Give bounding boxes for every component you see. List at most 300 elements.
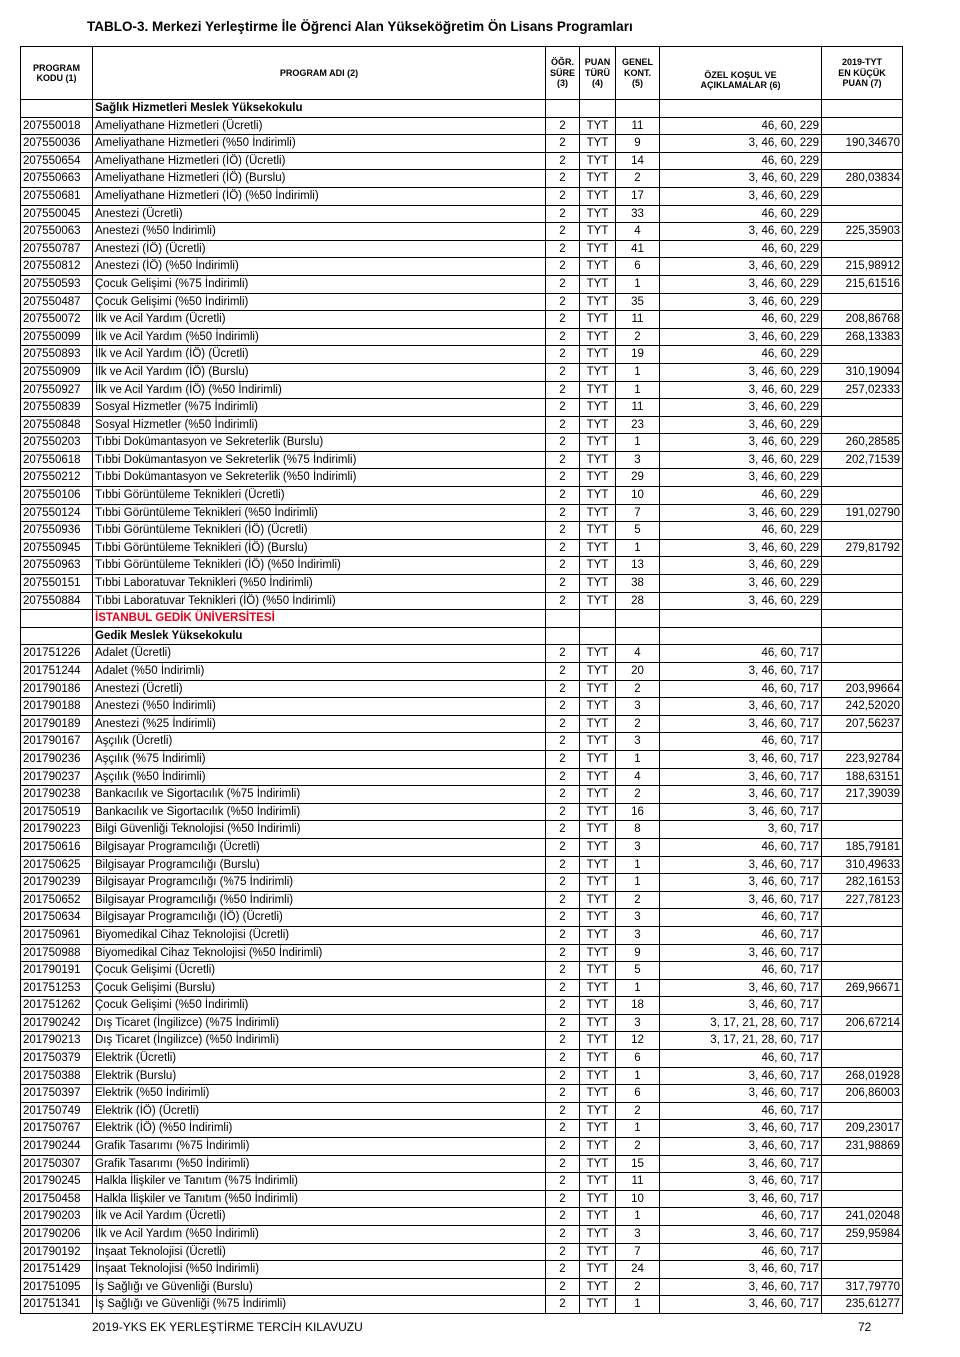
min-score-cell <box>822 522 903 540</box>
program-name-cell: Elektrik (%50 İndirimli) <box>93 1085 546 1103</box>
conditions-cell: 46, 60, 717 <box>660 838 822 856</box>
table-row <box>21 311 903 329</box>
min-score-cell: 260,28585 <box>822 434 903 452</box>
score-type-cell: TYT <box>580 663 616 681</box>
score-type-cell: TYT <box>580 399 616 417</box>
header-line: SÜRE <box>549 67 575 78</box>
program-code-cell: 201751341 <box>21 1296 93 1314</box>
table-row <box>21 1155 903 1173</box>
header-line: PUAN (7) <box>842 78 882 89</box>
min-score-cell: 188,63151 <box>822 768 903 786</box>
score-type-cell: TYT <box>580 979 616 997</box>
quota-cell: 1 <box>616 979 660 997</box>
quota-cell: 14 <box>616 152 660 170</box>
conditions-cell: 3, 46, 60, 229 <box>660 381 822 399</box>
duration-cell: 2 <box>546 187 580 205</box>
score-type-cell: TYT <box>580 874 616 892</box>
program-name-cell: Biyomedikal Cihaz Teknolojisi (Ücretli) <box>93 926 546 944</box>
score-type-cell: TYT <box>580 293 616 311</box>
score-type-cell: TYT <box>580 522 616 540</box>
conditions-cell: 46, 60, 717 <box>660 733 822 751</box>
min-score-cell: 242,52020 <box>822 698 903 716</box>
header-line: KODU (1) <box>36 73 77 83</box>
program-name-cell: Tıbbi Laboratuvar Teknikleri (İÖ) (%50 İndirimli) <box>93 592 546 610</box>
score-type-cell: TYT <box>580 346 616 364</box>
program-code-cell: 207550812 <box>21 258 93 276</box>
duration-cell: 2 <box>546 680 580 698</box>
duration-cell: 2 <box>546 117 580 135</box>
duration-cell: 2 <box>546 1278 580 1296</box>
score-type-cell: TYT <box>580 944 616 962</box>
program-code-cell: 207550063 <box>21 223 93 241</box>
min-score-cell <box>822 205 903 223</box>
quota-cell: 6 <box>616 1050 660 1068</box>
program-name-cell: İş Sağlığı ve Güvenliği (%75 İndirimli) <box>93 1296 546 1314</box>
program-name-cell: Tıbbi Dokümantasyon ve Sekreterlik (%75 İndirimli) <box>93 451 546 469</box>
score-type-cell: TYT <box>580 1173 616 1191</box>
program-code-cell: 207550893 <box>21 346 93 364</box>
programs-table <box>20 46 903 1314</box>
quota-cell: 7 <box>616 504 660 522</box>
program-code-cell: 201750988 <box>21 944 93 962</box>
conditions-cell: 3, 46, 60, 717 <box>660 663 822 681</box>
program-code-cell: 201790188 <box>21 698 93 716</box>
min-score-cell <box>822 803 903 821</box>
score-type-cell: TYT <box>580 1014 616 1032</box>
score-type-cell: TYT <box>580 1050 616 1068</box>
table-row <box>21 363 903 381</box>
min-score-cell <box>822 1102 903 1120</box>
quota-cell: 3 <box>616 1014 660 1032</box>
header-duration <box>546 47 580 100</box>
min-score-cell <box>822 1173 903 1191</box>
quota-cell: 35 <box>616 293 660 311</box>
min-score-cell <box>822 557 903 575</box>
quota-cell: 41 <box>616 240 660 258</box>
duration-cell: 2 <box>546 891 580 909</box>
program-name-cell: Tıbbi Görüntüleme Teknikleri (İÖ) (%50 İndirimli) <box>93 557 546 575</box>
program-code-cell: 207550945 <box>21 539 93 557</box>
duration-cell: 2 <box>546 575 580 593</box>
score-type-cell: TYT <box>580 504 616 522</box>
quota-cell: 2 <box>616 786 660 804</box>
page-title: TABLO-3. Merkezi Yerleştirme İle Öğrenci Alan Yükseköğretim Ön Lisans Programları <box>87 19 633 34</box>
duration-cell: 2 <box>546 469 580 487</box>
university-row <box>21 610 903 628</box>
quota-cell: 1 <box>616 381 660 399</box>
min-score-cell <box>822 1190 903 1208</box>
quota-cell: 13 <box>616 557 660 575</box>
table-row <box>21 1190 903 1208</box>
header-line: (4) <box>592 78 603 89</box>
table-row <box>21 1085 903 1103</box>
table-row <box>21 909 903 927</box>
table-row <box>21 275 903 293</box>
min-score-cell: 235,61277 <box>822 1296 903 1314</box>
score-type-cell: TYT <box>580 1155 616 1173</box>
table-row <box>21 557 903 575</box>
duration-cell: 2 <box>546 381 580 399</box>
quota-cell: 2 <box>616 891 660 909</box>
program-code-cell: 201750307 <box>21 1155 93 1173</box>
conditions-cell: 3, 46, 60, 717 <box>660 1085 822 1103</box>
quota-cell: 29 <box>616 469 660 487</box>
quota-cell: 23 <box>616 416 660 434</box>
program-code-cell: 201790244 <box>21 1138 93 1156</box>
score-type-cell: TYT <box>580 152 616 170</box>
duration-cell: 2 <box>546 557 580 575</box>
program-code-cell: 201750616 <box>21 838 93 856</box>
university-name-cell: İSTANBUL GEDİK ÜNİVERSİTESİ <box>93 610 546 628</box>
section-row <box>21 100 903 118</box>
score-type-cell: TYT <box>580 1261 616 1279</box>
min-score-cell <box>822 645 903 663</box>
program-name-cell: İlk ve Acil Yardım (İÖ) (%50 İndirimli) <box>93 381 546 399</box>
min-score-cell: 280,03834 <box>822 170 903 188</box>
header-line: EN KÜÇÜK <box>838 67 886 78</box>
duration-cell: 2 <box>546 1173 580 1191</box>
score-type-cell: TYT <box>580 258 616 276</box>
program-name-cell: Aşçılık (%75 İndirimli) <box>93 750 546 768</box>
min-score-cell: 191,02790 <box>822 504 903 522</box>
quota-cell: 3 <box>616 838 660 856</box>
score-type-cell: TYT <box>580 575 616 593</box>
program-code-cell: 207550654 <box>21 152 93 170</box>
table-row <box>21 803 903 821</box>
conditions-cell: 46, 60, 229 <box>660 240 822 258</box>
program-name-cell: Sosyal Hizmetler (%75 İndirimli) <box>93 399 546 417</box>
program-code-cell: 207550936 <box>21 522 93 540</box>
quota-cell: 2 <box>616 170 660 188</box>
conditions-cell: 3, 46, 60, 229 <box>660 451 822 469</box>
header-line: PROGRAM <box>33 62 80 73</box>
duration-cell: 2 <box>546 733 580 751</box>
empty-cell <box>546 627 580 645</box>
duration-cell: 2 <box>546 1067 580 1085</box>
program-name-cell: Grafik Tasarımı (%50 İndirimli) <box>93 1155 546 1173</box>
conditions-cell: 3, 46, 60, 717 <box>660 856 822 874</box>
conditions-cell: 3, 46, 60, 229 <box>660 135 822 153</box>
table-row <box>21 768 903 786</box>
duration-cell: 2 <box>546 1138 580 1156</box>
program-name-cell: Bilgisayar Programcılığı (%50 İndirimli) <box>93 891 546 909</box>
min-score-cell <box>822 293 903 311</box>
table-row <box>21 715 903 733</box>
quota-cell: 3 <box>616 451 660 469</box>
empty-cell <box>21 627 93 645</box>
table-row <box>21 1296 903 1314</box>
conditions-cell: 3, 46, 60, 229 <box>660 293 822 311</box>
program-name-cell: Çocuk Gelişimi (Burslu) <box>93 979 546 997</box>
score-type-cell: TYT <box>580 926 616 944</box>
quota-cell: 18 <box>616 997 660 1015</box>
score-type-cell: TYT <box>580 1120 616 1138</box>
min-score-cell <box>822 187 903 205</box>
conditions-cell: 3, 46, 60, 717 <box>660 1120 822 1138</box>
duration-cell: 2 <box>546 258 580 276</box>
program-code-cell: 201750749 <box>21 1102 93 1120</box>
score-type-cell: TYT <box>580 311 616 329</box>
score-type-cell: TYT <box>580 698 616 716</box>
program-code-cell: 207550487 <box>21 293 93 311</box>
min-score-cell <box>822 733 903 751</box>
conditions-cell: 3, 46, 60, 717 <box>660 944 822 962</box>
program-name-cell: Tıbbi Görüntüleme Teknikleri (İÖ) (Ücretli) <box>93 522 546 540</box>
score-type-cell: TYT <box>580 891 616 909</box>
program-code-cell: 207550203 <box>21 434 93 452</box>
duration-cell: 2 <box>546 663 580 681</box>
conditions-cell: 3, 17, 21, 28, 60, 717 <box>660 1032 822 1050</box>
score-type-cell: TYT <box>580 768 616 786</box>
score-type-cell: TYT <box>580 557 616 575</box>
conditions-cell: 46, 60, 229 <box>660 522 822 540</box>
table-row <box>21 786 903 804</box>
quota-cell: 1 <box>616 434 660 452</box>
duration-cell: 2 <box>546 1050 580 1068</box>
program-name-cell: Ameliyathane Hizmetleri (İÖ) (Burslu) <box>93 170 546 188</box>
duration-cell: 2 <box>546 944 580 962</box>
min-score-cell <box>822 1050 903 1068</box>
conditions-cell: 3, 46, 60, 229 <box>660 557 822 575</box>
conditions-cell: 3, 46, 60, 717 <box>660 1261 822 1279</box>
score-type-cell: TYT <box>580 1243 616 1261</box>
conditions-cell: 3, 46, 60, 717 <box>660 1296 822 1314</box>
min-score-cell: 259,95984 <box>822 1226 903 1244</box>
conditions-cell: 3, 46, 60, 229 <box>660 187 822 205</box>
duration-cell: 2 <box>546 293 580 311</box>
table-row <box>21 944 903 962</box>
table-row <box>21 187 903 205</box>
duration-cell: 2 <box>546 1261 580 1279</box>
program-name-cell: İlk ve Acil Yardım (İÖ) (Ücretli) <box>93 346 546 364</box>
program-name-cell: Tıbbi Dokümantasyon ve Sekreterlik (Burslu) <box>93 434 546 452</box>
table-row <box>21 733 903 751</box>
conditions-cell: 46, 60, 229 <box>660 152 822 170</box>
min-score-cell <box>822 909 903 927</box>
program-name-cell: Elektrik (Ücretli) <box>93 1050 546 1068</box>
min-score-cell: 209,23017 <box>822 1120 903 1138</box>
table-row <box>21 1226 903 1244</box>
conditions-cell: 46, 60, 717 <box>660 1208 822 1226</box>
quota-cell: 3 <box>616 698 660 716</box>
score-type-cell: TYT <box>580 363 616 381</box>
table-row <box>21 979 903 997</box>
duration-cell: 2 <box>546 504 580 522</box>
table-row <box>21 293 903 311</box>
min-score-cell: 208,86768 <box>822 311 903 329</box>
table-row <box>21 1102 903 1120</box>
table-row <box>21 346 903 364</box>
conditions-cell: 46, 60, 717 <box>660 1050 822 1068</box>
score-type-cell: TYT <box>580 592 616 610</box>
quota-cell: 9 <box>616 135 660 153</box>
table-row <box>21 223 903 241</box>
score-type-cell: TYT <box>580 539 616 557</box>
program-name-cell: Elektrik (İÖ) (%50 İndirimli) <box>93 1120 546 1138</box>
min-score-cell <box>822 575 903 593</box>
program-code-cell: 201790192 <box>21 1243 93 1261</box>
table-row <box>21 117 903 135</box>
program-code-cell: 201751226 <box>21 645 93 663</box>
program-code-cell: 207550018 <box>21 117 93 135</box>
program-name-cell: Anestezi (%50 İndirimli) <box>93 698 546 716</box>
program-name-cell: İlk ve Acil Yardım (İÖ) (Burslu) <box>93 363 546 381</box>
table-row <box>21 1278 903 1296</box>
empty-cell <box>580 610 616 628</box>
min-score-cell <box>822 117 903 135</box>
conditions-cell: 46, 60, 229 <box>660 346 822 364</box>
score-type-cell: TYT <box>580 416 616 434</box>
conditions-cell: 3, 46, 60, 229 <box>660 223 822 241</box>
program-name-cell: Anestezi (Ücretli) <box>93 205 546 223</box>
conditions-cell: 46, 60, 717 <box>660 926 822 944</box>
score-type-cell: TYT <box>580 803 616 821</box>
program-name-cell: Adalet (%50 İndirimli) <box>93 663 546 681</box>
table-row <box>21 504 903 522</box>
program-name-cell: İnşaat Teknolojisi (Ücretli) <box>93 1243 546 1261</box>
program-name-cell: Bankacılık ve Sigortacılık (%75 İndirimli) <box>93 786 546 804</box>
quota-cell: 11 <box>616 399 660 417</box>
score-type-cell: TYT <box>580 1067 616 1085</box>
table-row <box>21 258 903 276</box>
duration-cell: 2 <box>546 1085 580 1103</box>
min-score-cell <box>822 1261 903 1279</box>
quota-cell: 28 <box>616 592 660 610</box>
program-code-cell: 207550848 <box>21 416 93 434</box>
score-type-cell: TYT <box>580 1296 616 1314</box>
conditions-cell: 3, 46, 60, 229 <box>660 575 822 593</box>
duration-cell: 2 <box>546 768 580 786</box>
header-line: PROGRAM ADI (2) <box>279 67 359 78</box>
program-code-cell: 201790239 <box>21 874 93 892</box>
quota-cell: 1 <box>616 750 660 768</box>
program-code-cell: 207550681 <box>21 187 93 205</box>
duration-cell: 2 <box>546 1296 580 1314</box>
conditions-cell: 3, 46, 60, 229 <box>660 258 822 276</box>
program-code-cell: 207550072 <box>21 311 93 329</box>
program-code-cell: 201790223 <box>21 821 93 839</box>
duration-cell: 2 <box>546 434 580 452</box>
min-score-cell <box>822 152 903 170</box>
quota-cell: 4 <box>616 768 660 786</box>
quota-cell: 15 <box>616 1155 660 1173</box>
table-row <box>21 1173 903 1191</box>
min-score-cell: 215,98912 <box>822 258 903 276</box>
duration-cell: 2 <box>546 346 580 364</box>
table-row <box>21 170 903 188</box>
header-line: (3) <box>557 78 568 89</box>
conditions-cell: 3, 46, 60, 717 <box>660 803 822 821</box>
program-code-cell: 201750767 <box>21 1120 93 1138</box>
quota-cell: 3 <box>616 926 660 944</box>
score-type-cell: TYT <box>580 170 616 188</box>
program-code-cell: 201790186 <box>21 680 93 698</box>
duration-cell: 2 <box>546 311 580 329</box>
table-row <box>21 487 903 505</box>
duration-cell: 2 <box>546 803 580 821</box>
program-name-cell: Tıbbi Görüntüleme Teknikleri (İÖ) (Burslu) <box>93 539 546 557</box>
min-score-cell: 317,79770 <box>822 1278 903 1296</box>
duration-cell: 2 <box>546 909 580 927</box>
score-type-cell: TYT <box>580 715 616 733</box>
program-name-cell: Anestezi (İÖ) (Ücretli) <box>93 240 546 258</box>
score-type-cell: TYT <box>580 821 616 839</box>
header-line: ÖĞR. <box>550 57 574 68</box>
duration-cell: 2 <box>546 1226 580 1244</box>
header-min-score <box>822 47 903 100</box>
min-score-cell <box>822 1032 903 1050</box>
table-row <box>21 434 903 452</box>
conditions-cell: 46, 60, 717 <box>660 962 822 980</box>
empty-cell <box>822 627 903 645</box>
quota-cell: 1 <box>616 1208 660 1226</box>
program-name-cell: Ameliyathane Hizmetleri (İÖ) (Ücretli) <box>93 152 546 170</box>
conditions-cell: 3, 46, 60, 717 <box>660 1067 822 1085</box>
header-line: TÜRÜ <box>585 67 610 78</box>
min-score-cell <box>822 1155 903 1173</box>
duration-cell: 2 <box>546 838 580 856</box>
program-name-cell: Tıbbi Görüntüleme Teknikleri (Ücretli) <box>93 487 546 505</box>
program-name-cell: Bilgi Güvenliği Teknolojisi (%50 İndirimli) <box>93 821 546 839</box>
conditions-cell: 3, 46, 60, 229 <box>660 539 822 557</box>
program-name-cell: Ameliyathane Hizmetleri (%50 İndirimli) <box>93 135 546 153</box>
quota-cell: 9 <box>616 944 660 962</box>
program-name-cell: Halkla İlişkiler ve Tanıtım (%75 İndirimli) <box>93 1173 546 1191</box>
program-code-cell: 207550927 <box>21 381 93 399</box>
program-code-cell: 201790236 <box>21 750 93 768</box>
duration-cell: 2 <box>546 874 580 892</box>
table-row <box>21 416 903 434</box>
conditions-cell: 3, 46, 60, 717 <box>660 715 822 733</box>
duration-cell: 2 <box>546 328 580 346</box>
header-line: PUAN <box>584 57 611 68</box>
score-type-cell: TYT <box>580 1208 616 1226</box>
table-row <box>21 645 903 663</box>
table-row <box>21 1243 903 1261</box>
program-code-cell: 201750652 <box>21 891 93 909</box>
table-row <box>21 1120 903 1138</box>
program-name-cell: Elektrik (İÖ) (Ücretli) <box>93 1102 546 1120</box>
min-score-cell: 310,49633 <box>822 856 903 874</box>
program-code-cell: 207550036 <box>21 135 93 153</box>
min-score-cell <box>822 926 903 944</box>
program-code-cell: 207550212 <box>21 469 93 487</box>
program-name-cell: Tıbbi Laboratuvar Teknikleri (%50 İndirimli) <box>93 575 546 593</box>
duration-cell: 2 <box>546 363 580 381</box>
conditions-cell: 3, 17, 21, 28, 60, 717 <box>660 1014 822 1032</box>
program-code-cell: 201750458 <box>21 1190 93 1208</box>
quota-cell: 2 <box>616 1278 660 1296</box>
score-type-cell: TYT <box>580 381 616 399</box>
duration-cell: 2 <box>546 416 580 434</box>
quota-cell: 5 <box>616 962 660 980</box>
program-code-cell: 201751095 <box>21 1278 93 1296</box>
program-code-cell: 201751429 <box>21 1261 93 1279</box>
min-score-cell: 268,01928 <box>822 1067 903 1085</box>
quota-cell: 20 <box>616 663 660 681</box>
header-program-code <box>21 47 93 100</box>
program-code-cell: 201790191 <box>21 962 93 980</box>
table-row <box>21 856 903 874</box>
program-code-cell: 201751262 <box>21 997 93 1015</box>
duration-cell: 2 <box>546 715 580 733</box>
score-type-cell: TYT <box>580 1032 616 1050</box>
program-name-cell: Çocuk Gelişimi (%50 İndirimli) <box>93 293 546 311</box>
quota-cell: 38 <box>616 575 660 593</box>
program-code-cell: 201790213 <box>21 1032 93 1050</box>
quota-cell: 7 <box>616 1243 660 1261</box>
quota-cell: 3 <box>616 1226 660 1244</box>
